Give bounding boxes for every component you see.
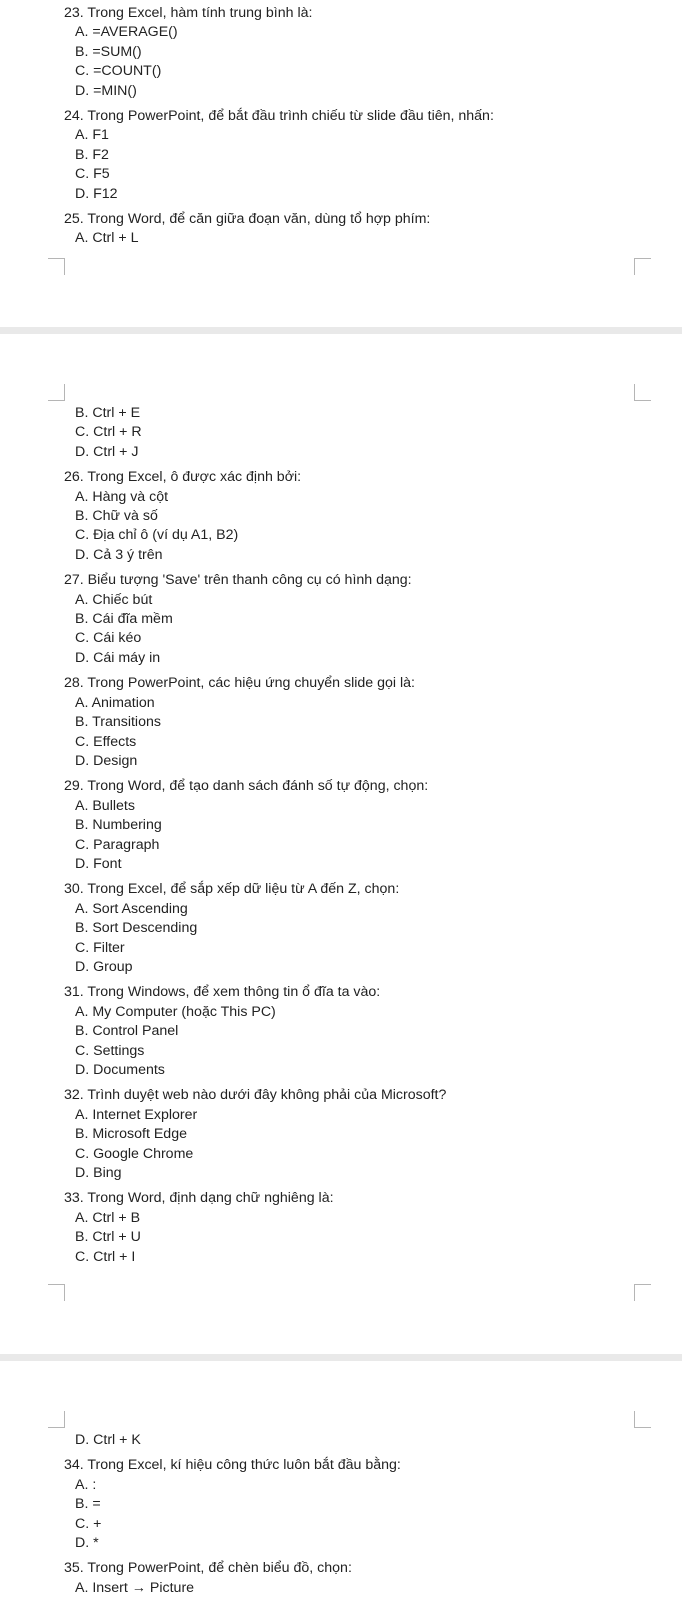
- option-33-b: B. Ctrl + U: [75, 1229, 141, 1246]
- option-34-b: B. =: [75, 1496, 101, 1513]
- option-28-d: D. Design: [75, 752, 138, 769]
- option-29-b: B. Numbering: [75, 817, 162, 834]
- option-30-b: B. Sort Descending: [75, 920, 198, 937]
- option-23-a: A. =AVERAGE(): [75, 24, 178, 41]
- option-24-b: B. F2: [75, 146, 109, 163]
- option-26-a: A. Hàng và cột: [75, 488, 169, 505]
- option-25-d: D. Ctrl + J: [75, 443, 139, 460]
- question-26: 26. Trong Excel, ô được xác định bởi:: [64, 469, 302, 486]
- page-2-content: [64, 404, 672, 1267]
- option-31-c: C. Settings: [75, 1042, 145, 1059]
- margin-corner-mark: [634, 1411, 651, 1428]
- option-27-c: C. Cái kéo: [75, 630, 142, 647]
- question-23: 23. Trong Excel, hàm tính trung bình là:: [64, 5, 313, 21]
- question-35: 35. Trong PowerPoint, để chèn biểu đồ, chọn:: [64, 1560, 352, 1577]
- question-33: 33. Trong Word, định dạng chữ nghiêng là:: [64, 1190, 334, 1207]
- option-30-d: D. Group: [75, 958, 133, 975]
- option-28-b: B. Transitions: [75, 714, 161, 731]
- question-24: 24. Trong PowerPoint, để bắt đầu trình chiếu từ slide đầu tiên, nhấn:: [64, 108, 494, 125]
- question-25: 25. Trong Word, để căn giữa đoạn văn, dùng tổ hợp phím:: [64, 211, 431, 228]
- document-page-2: [0, 334, 682, 1354]
- page-gap: [0, 327, 682, 334]
- margin-corner-mark: [48, 1284, 65, 1301]
- option-30-c: C. Filter: [75, 939, 125, 956]
- margin-corner-mark: [634, 384, 651, 401]
- option-34-a: A. :: [75, 1476, 97, 1493]
- page-1-content: [64, 4, 672, 249]
- option-23-b: B. =SUM(): [75, 43, 142, 60]
- option-23-c: C. =COUNT(): [75, 63, 162, 80]
- option-35-a: A. Insert → Picture: [75, 1579, 195, 1596]
- option-24-a: A. F1: [75, 127, 109, 144]
- option-32-d: D. Bing: [75, 1165, 122, 1182]
- option-23-d: D. =MIN(): [75, 82, 137, 99]
- question-30: 30. Trong Excel, để sắp xếp dữ liệu từ A đến Z, chọn:: [64, 881, 400, 898]
- option-30-a: A. Sort Ascending: [75, 900, 188, 917]
- option-24-c: C. F5: [75, 166, 110, 183]
- margin-corner-mark: [48, 384, 65, 401]
- option-25-b: B. Ctrl + E: [75, 405, 141, 421]
- question-27: 27. Biểu tượng 'Save' trên thanh công cụ có hình dạng:: [64, 572, 412, 589]
- option-25-a: A. Ctrl + L: [75, 230, 139, 247]
- option-27-b: B. Cái đĩa mềm: [75, 611, 173, 628]
- option-26-c: C. Địa chỉ ô (ví dụ A1, B2): [75, 527, 239, 544]
- option-32-c: C. Google Chrome: [75, 1145, 194, 1162]
- page-3-content: [64, 1431, 672, 1598]
- option-31-a: A. My Computer (hoặc This PC): [75, 1003, 276, 1020]
- option-27-d: D. Cái máy in: [75, 649, 161, 666]
- option-28-a: A. Animation: [75, 694, 155, 711]
- option-29-a: A. Bullets: [75, 797, 135, 814]
- option-31-b: B. Control Panel: [75, 1023, 179, 1040]
- option-26-b: B. Chữ và số: [75, 508, 158, 525]
- option-34-c: C. +: [75, 1515, 102, 1532]
- option-25-c: C. Ctrl + R: [75, 424, 142, 441]
- margin-corner-mark: [48, 1411, 65, 1428]
- document-page-3: [0, 1361, 682, 1600]
- option-34-d: D. *: [75, 1535, 99, 1552]
- question-32: 32. Trình duyệt web nào dưới đây không phải của Microsoft?: [64, 1087, 447, 1104]
- document-page-1: [0, 0, 682, 327]
- margin-corner-mark: [634, 1284, 651, 1301]
- option-31-d: D. Documents: [75, 1062, 165, 1078]
- question-31: 31. Trong Windows, để xem thông tin ổ đĩa ta vào:: [64, 984, 381, 1001]
- option-33-c: C. Ctrl + I: [75, 1248, 136, 1265]
- page-gap: [0, 1354, 682, 1361]
- question-28: 28. Trong PowerPoint, các hiệu ứng chuyển slide gọi là:: [64, 675, 415, 692]
- option-32-b: B. Microsoft Edge: [75, 1126, 187, 1143]
- margin-corner-mark: [48, 258, 65, 275]
- option-33-a: A. Ctrl + B: [75, 1209, 141, 1226]
- option-29-d: D. Font: [75, 855, 122, 872]
- option-28-c: C. Effects: [75, 733, 137, 750]
- option-27-a: A. Chiếc bút: [75, 591, 153, 608]
- question-34: 34. Trong Excel, kí hiệu công thức luôn bắt đầu bằng:: [64, 1457, 401, 1474]
- option-26-d: D. Cả 3 ý trên: [75, 546, 163, 563]
- margin-corner-mark: [634, 258, 651, 275]
- option-32-a: A. Internet Explorer: [75, 1106, 198, 1123]
- option-24-d: D. F12: [75, 185, 118, 202]
- option-29-c: C. Paragraph: [75, 836, 160, 853]
- question-29: 29. Trong Word, để tạo danh sách đánh số tự động, chọn:: [64, 778, 429, 795]
- option-33-d: D. Ctrl + K: [75, 1432, 141, 1448]
